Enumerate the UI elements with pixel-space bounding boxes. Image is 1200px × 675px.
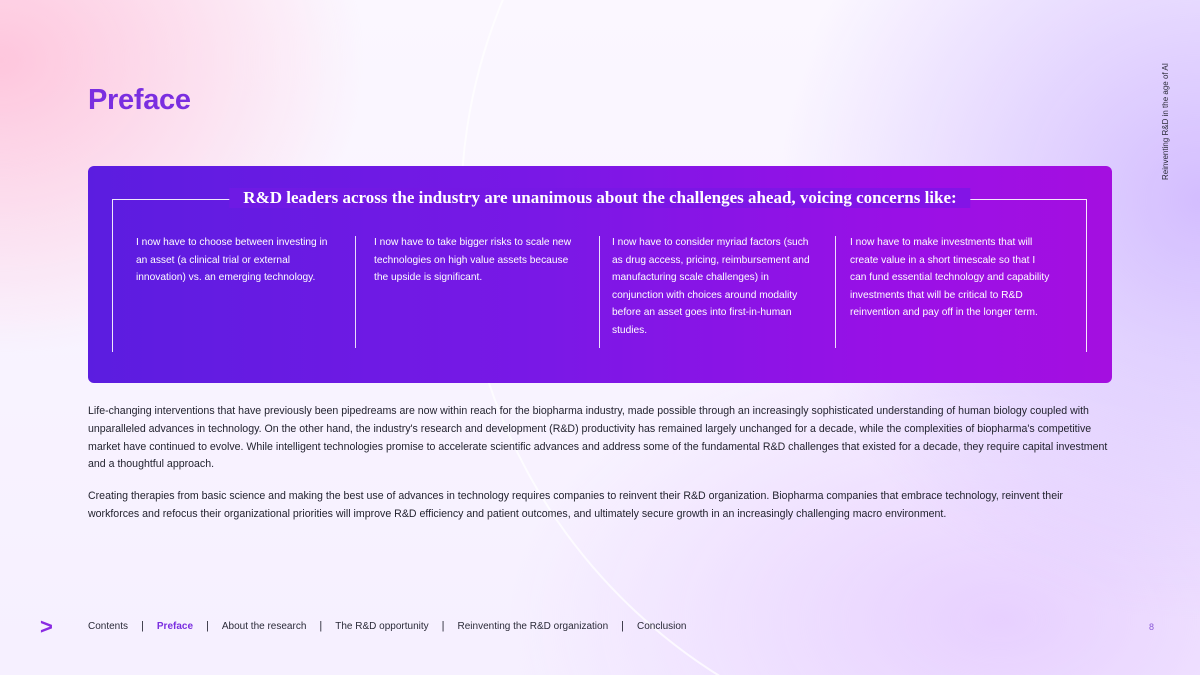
quote-divider bbox=[835, 236, 836, 348]
nav-separator: | bbox=[319, 620, 323, 632]
footer-nav bbox=[88, 620, 687, 632]
nav-item-preface[interactable]: Preface bbox=[156, 620, 194, 632]
body-paragraph-2: Creating therapies from basic science and making the best use of advances in technology requires companies to reinvent their R&D organization. Biopharma companies that embrace technology, reinvent their workforces and refocus their organizational priorities will improve R&D efficiency and patient outcomes, and ultimately secure growth in an increasingly challenging macro environment. bbox=[88, 490, 1063, 520]
nav-item-conclusion[interactable]: Conclusion bbox=[637, 620, 687, 632]
quote-1: I now have to choose between investing in an asset (a clinical trial or external innovation) vs. an emerging technology. bbox=[136, 237, 328, 284]
nav-item-reinventing-rd-organization[interactable]: Reinventing the R&D organization bbox=[457, 620, 609, 632]
quote-divider bbox=[599, 236, 600, 348]
chevron-right-icon: > bbox=[40, 614, 53, 639]
quote-2: I now have to take bigger risks to scale new technologies on high value assets because the upside is significant. bbox=[374, 237, 572, 284]
nav-separator: | bbox=[441, 620, 445, 632]
nav-separator: | bbox=[621, 620, 625, 632]
nav-separator: | bbox=[141, 620, 144, 632]
quote-4: I now have to make investments that will create value in a short timescale so that I can fund essential technology and capability investments that will be critical to R&D reinvention and pay off in the longer term. bbox=[850, 237, 1050, 319]
panel-heading: R&D leaders across the industry are unanimous about the challenges ahead, voicing concerns like: bbox=[229, 188, 970, 208]
page-number: 8 bbox=[1148, 622, 1154, 632]
quote-divider bbox=[355, 236, 356, 348]
nav-item-rd-opportunity[interactable]: The R&D opportunity bbox=[335, 620, 429, 632]
body-paragraph-1: Life-changing interventions that have previously been pipedreams are now within reach for the biopharma industry, made possible through an increasingly sophisticated understanding of human biology coupled with unparalleled advances in technology. On the other hand, the industry's research and development (R&D) productivity has remained largely unchanged for a decade, while the complexities of biopharma's competitive market have continued to evolve. While intelligent technologies promise to accelerate scientific advances and address some of the fundamental R&D challenges that existed for a decade, they require capital investment and a thoughtful approach. bbox=[88, 405, 1108, 471]
document-running-title: Reinventing R&D in the age of AI bbox=[1161, 63, 1170, 180]
page-title: Preface bbox=[88, 84, 191, 116]
quote-3: I now have to consider myriad factors (such as drug access, pricing, reimbursement and manufacturing scale challenges) in conjunction with choices around modality before an asset goes into first-in-human studies. bbox=[612, 237, 810, 336]
quotes-panel bbox=[88, 166, 1112, 383]
nav-item-contents[interactable]: Contents bbox=[88, 620, 129, 632]
nav-item-about-the-research[interactable]: About the research bbox=[221, 620, 307, 632]
nav-separator: | bbox=[206, 620, 209, 632]
